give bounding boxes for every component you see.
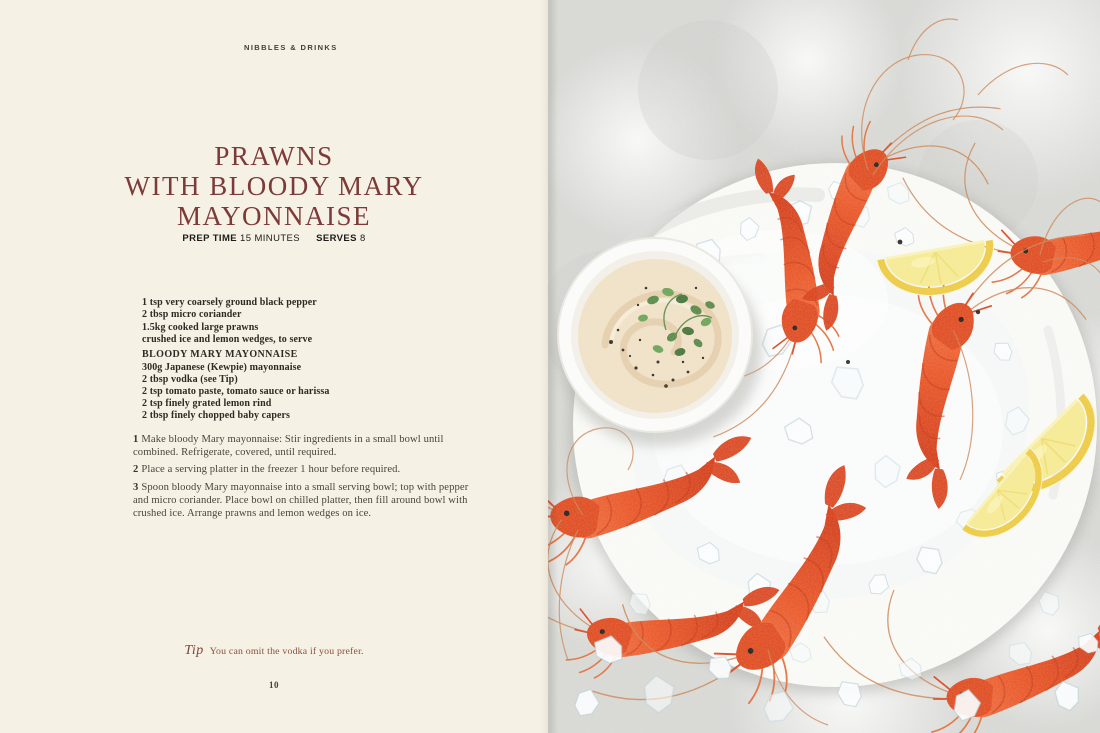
step-number: 2 <box>133 464 139 476</box>
step-text: Place a serving platter in the freezer 1 hour before required. <box>141 464 401 476</box>
recipe-title-line3: MAYONNAISE <box>176 201 372 231</box>
prep-time-label: PREP TIME <box>182 233 237 244</box>
ingredient: 2 tbsp vodka (see Tip) <box>142 374 238 386</box>
recipe-photo <box>548 0 1100 733</box>
ingredient: crushed ice and lemon wedges, to serve <box>142 334 313 346</box>
subrecipe-ingredient-list <box>142 362 329 422</box>
ingredient: 2 tsp finely grated lemon rind <box>142 398 272 410</box>
recipe-title <box>0 141 548 231</box>
tip-label: Tip <box>184 643 204 658</box>
recipe-page <box>0 0 548 733</box>
method-step <box>133 482 479 520</box>
ingredient: 1.5kg cooked large prawns <box>142 321 259 333</box>
page-number: 10 <box>269 680 279 690</box>
tip-text: You can omit the vodka if you prefer. <box>209 646 364 657</box>
plaster-texture <box>548 0 1100 733</box>
step-text: Spoon bloody Mary mayonnaise into a small serving bowl; top with pepper and micro coriander. Place bowl on chilled platter, then fill around bowl with crushed ice. Arrange prawns and lemon wedges on ice. <box>133 482 469 519</box>
ingredient: 2 tbsp micro coriander <box>142 309 242 321</box>
ingredient: 300g Japanese (Kewpie) mayonnaise <box>142 362 302 373</box>
photo-illustration <box>548 0 1100 733</box>
ingredient: 2 tsp tomato paste, tomato sauce or harissa <box>142 386 330 398</box>
method-step <box>133 434 479 459</box>
step-number: 3 <box>133 482 139 494</box>
step-number: 1 <box>133 434 139 445</box>
recipe-title-line2: WITH BLOODY MARY <box>124 171 424 201</box>
section-kicker: NIBBLES & DRINKS <box>244 43 338 52</box>
ingredient: 2 tbsp finely chopped baby capers <box>142 410 291 422</box>
method-step <box>133 464 479 477</box>
method-steps <box>133 434 479 525</box>
tip-note <box>0 641 548 659</box>
recipe-title-line1: PRAWNS <box>214 141 334 171</box>
ingredient-list <box>142 297 317 347</box>
subrecipe-title: BLOODY MARY MAYONNAISE <box>142 349 298 360</box>
serves-value: 8 <box>359 233 366 244</box>
step-text: Make bloody Mary mayonnaise: Stir ingredients in a small bowl until combined. Refrigerate, covered, until required. <box>133 434 444 458</box>
prep-time-value: 15 MINUTES <box>240 233 301 244</box>
ingredient: 1 tsp very coarsely ground black pepper <box>142 297 317 308</box>
recipe-meta <box>0 233 548 244</box>
serves-label: SERVES <box>316 233 357 244</box>
